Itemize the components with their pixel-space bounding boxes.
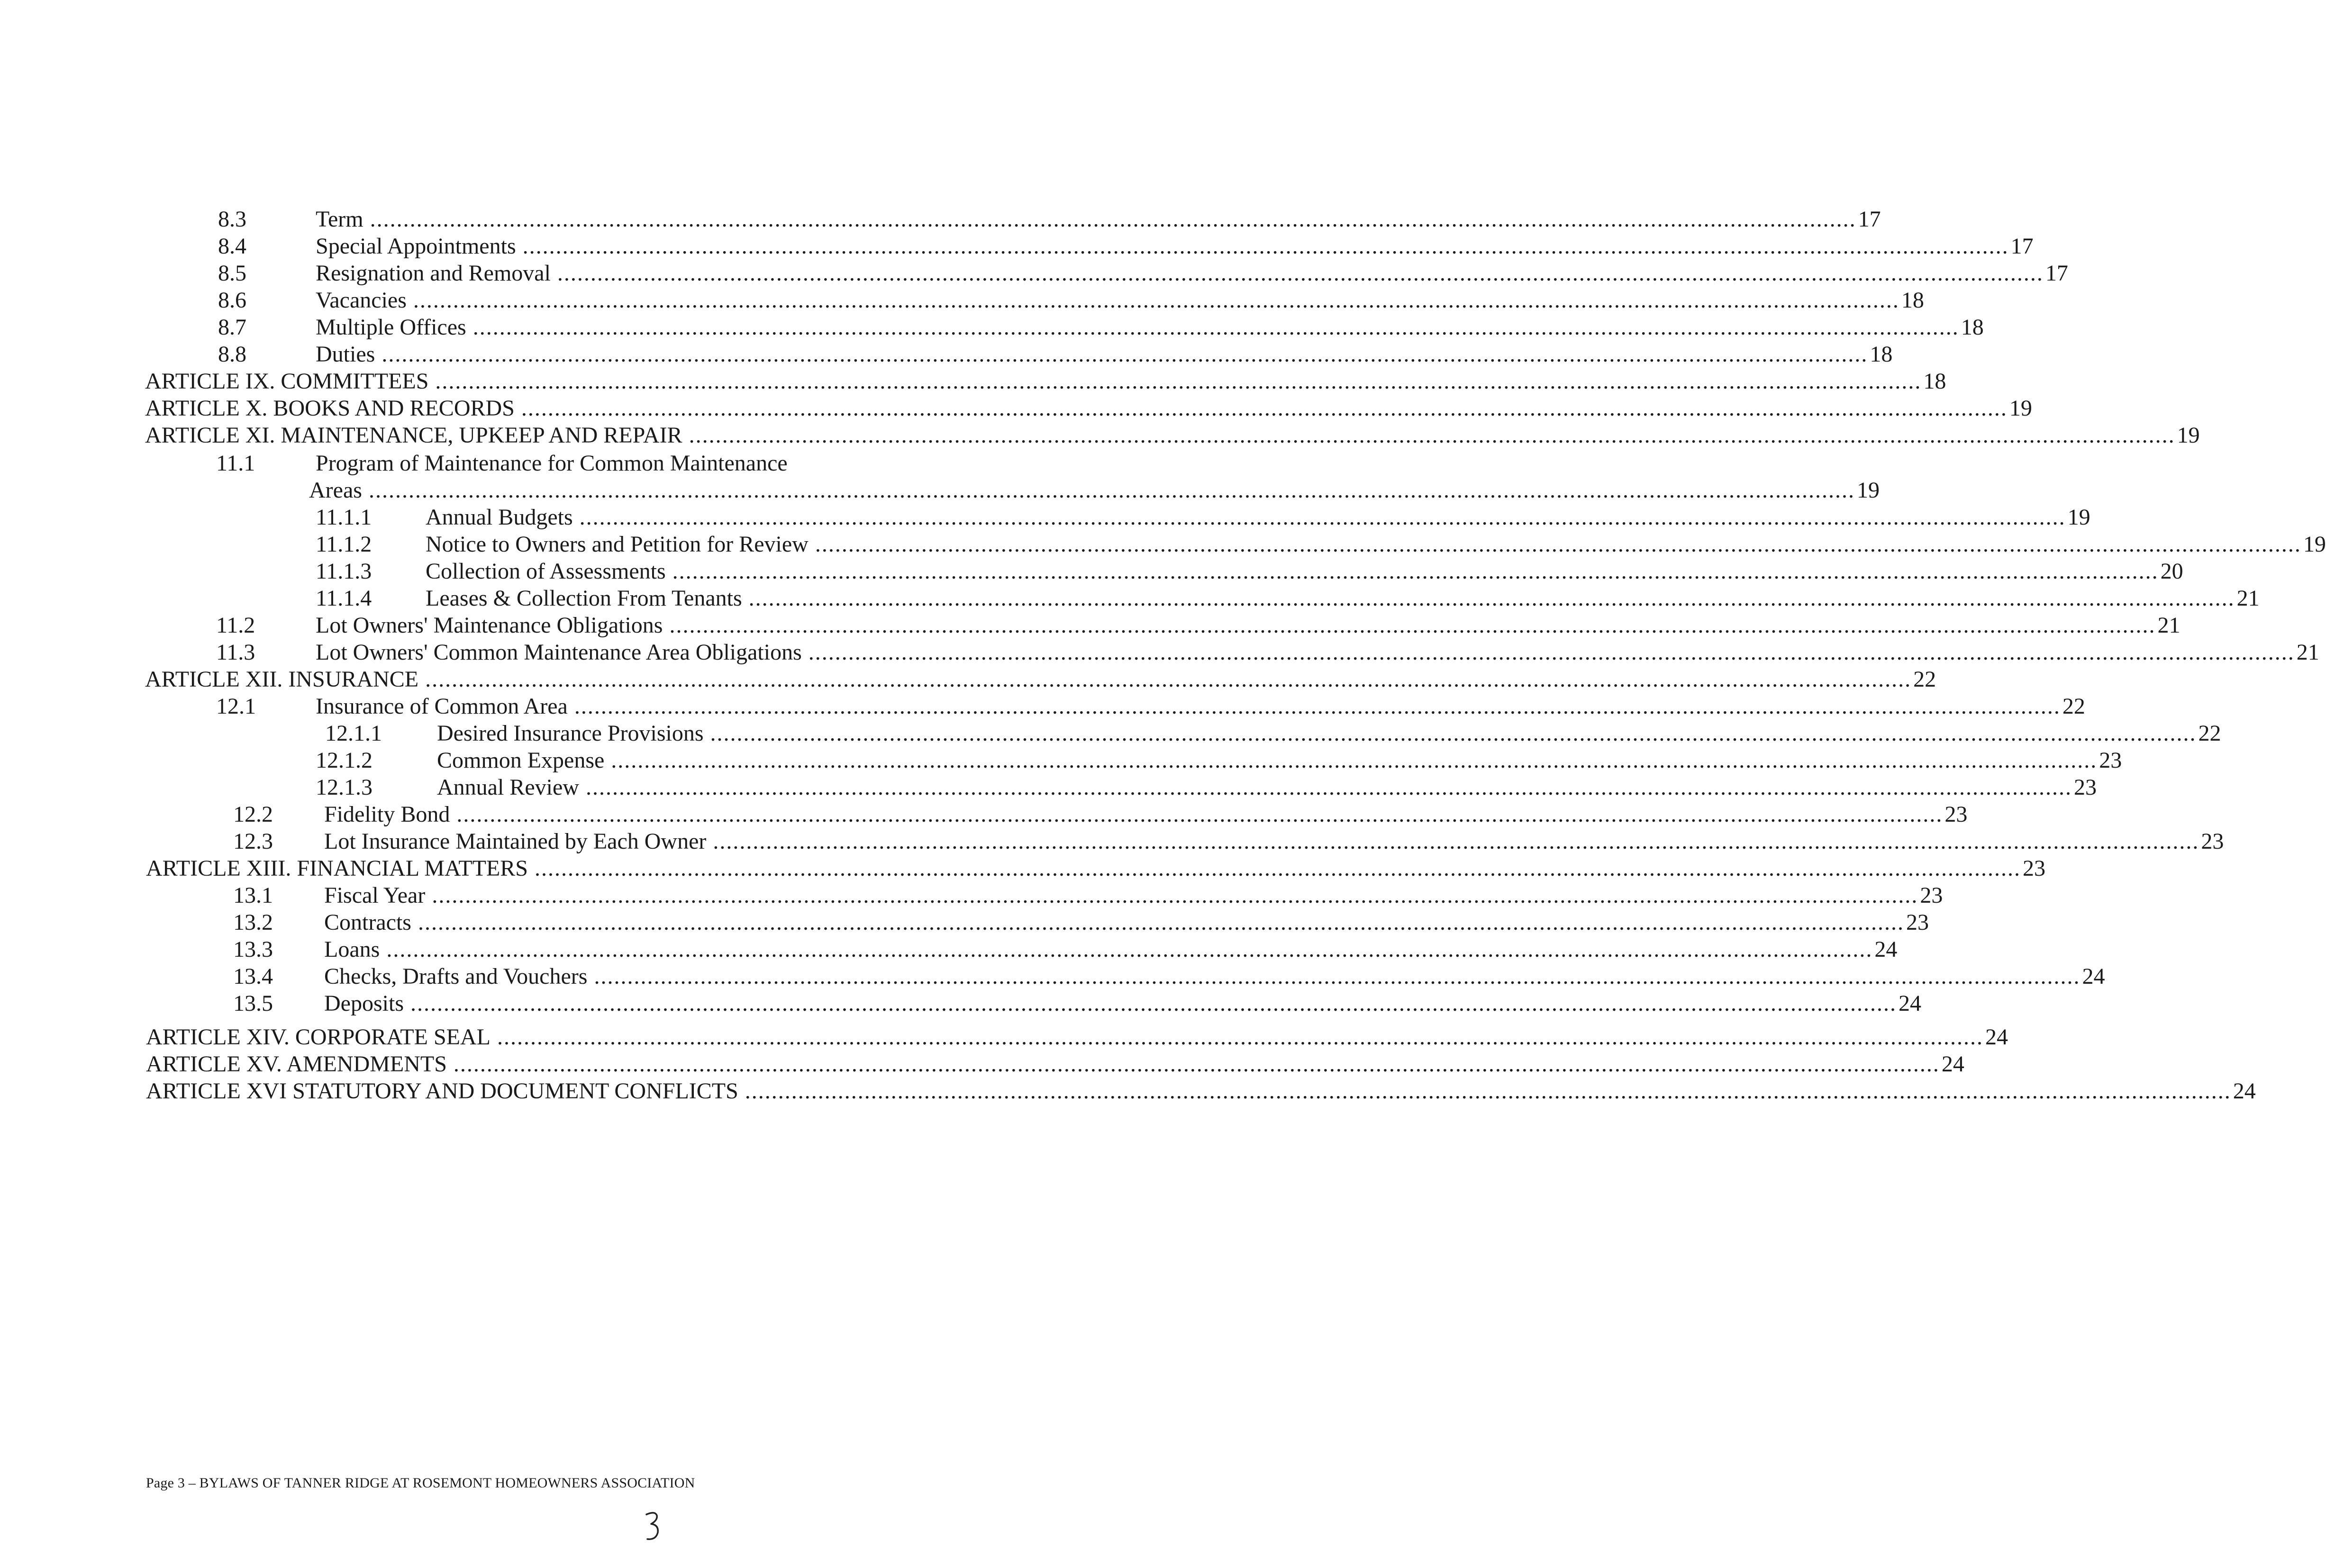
toc-entry-page: 23	[2099, 748, 2122, 773]
dot-leader: ................................................................................................................................................................................................................................	[808, 640, 2295, 665]
toc-entry-number: 12.2	[233, 802, 273, 827]
toc-article	[0, 395, 2032, 422]
dot-leader: ................................................................................................................................................................................................................................	[418, 910, 1904, 935]
toc-entry-continuation	[0, 477, 1880, 504]
toc-entry-number: 13.2	[233, 910, 273, 935]
toc-article	[0, 666, 1936, 693]
toc-entry	[0, 450, 1213, 477]
toc-entry-page: 18	[1923, 369, 1946, 394]
dot-leader: ................................................................................................................................................................................................................................	[522, 234, 2009, 259]
toc-entry	[0, 612, 2181, 639]
toc-entry-title: Annual Budgets	[426, 505, 573, 530]
dot-leader: ................................................................................................................................................................................................................................	[368, 478, 1855, 503]
toc-article	[0, 1051, 1964, 1078]
toc-entry-title: Lot Owners' Common Maintenance Area Obligations	[316, 640, 802, 665]
toc-entry	[0, 585, 2260, 612]
toc-entry-page: 22	[1913, 667, 1936, 692]
toc-entry	[0, 504, 2090, 531]
toc-article	[0, 1078, 2256, 1105]
toc-entry-number: 8.7	[218, 315, 246, 340]
toc-entry-number: 12.1.1	[325, 721, 382, 746]
toc-entry-number: 11.1	[216, 451, 255, 476]
dot-leader: ................................................................................................................................................................................................................................	[382, 342, 1868, 367]
toc-entry-title: Duties	[316, 342, 375, 367]
toc-entry-page: 20	[2160, 559, 2183, 584]
toc-article-title: ARTICLE XVI STATUTORY AND DOCUMENT CONFLICTS	[146, 1079, 738, 1104]
toc-entry-page: 24	[1985, 1024, 2008, 1050]
toc-entry-title: Lot Insurance Maintained by Each Owner	[324, 829, 707, 854]
dot-leader: ................................................................................................................................................................................................................................	[435, 369, 1922, 394]
toc-entry-page: 21	[2236, 586, 2260, 611]
toc-entry-number: 13.4	[233, 964, 273, 989]
toc-entry-number: 13.1	[233, 883, 273, 908]
toc-entry-number: 12.1	[216, 694, 256, 719]
dot-leader: ................................................................................................................................................................................................................................	[472, 315, 1959, 340]
toc-entry-page: 23	[2201, 829, 2224, 854]
toc-entry-number: 8.6	[218, 288, 246, 313]
toc-entry-number: 11.1.3	[316, 559, 372, 584]
toc-entry-page: 17	[1858, 207, 1881, 232]
toc-entry	[0, 936, 1898, 963]
toc-article	[0, 1024, 2008, 1051]
dot-leader: ................................................................................................................................................................................................................................	[370, 207, 1856, 232]
dot-leader: ................................................................................................................................................................................................................................	[669, 613, 2156, 638]
dot-leader: ................................................................................................................................................................................................................................	[815, 532, 2301, 557]
toc-entry-number: 11.3	[216, 640, 255, 665]
toc-entry	[0, 828, 2224, 855]
toc-entry-number: 13.3	[233, 937, 273, 962]
toc-entry-title: Leases & Collection From Tenants	[426, 586, 742, 611]
toc-entry	[0, 720, 2221, 747]
toc-article-title: ARTICLE XI. MAINTENANCE, UPKEEP AND REPAIR	[145, 423, 682, 448]
dot-leader: ................................................................................................................................................................................................................................	[745, 1079, 2231, 1104]
toc-article-title: ARTICLE XII. INSURANCE	[145, 667, 419, 692]
toc-entry	[0, 990, 1921, 1017]
toc-entry	[0, 747, 2122, 774]
toc-article-title: ARTICLE XIV. CORPORATE SEAL	[146, 1024, 491, 1050]
toc-entry-page: 19	[2009, 396, 2032, 421]
dot-leader: ................................................................................................................................................................................................................................	[672, 559, 2159, 584]
toc-entry-number: 11.1.1	[316, 505, 372, 530]
toc-entry-number: 12.3	[233, 829, 273, 854]
toc-entry-page: 18	[1870, 342, 1893, 367]
toc-entry-title: Resignation and Removal	[316, 261, 551, 286]
toc-entry-page: 19	[2067, 505, 2090, 530]
toc-entry-page: 18	[1961, 315, 1984, 340]
toc-entry-title: Collection of Assessments	[426, 559, 666, 584]
toc-entry-number: 8.5	[218, 261, 246, 286]
toc-entry-number: 8.3	[218, 207, 246, 232]
toc-entry-page: 19	[2177, 423, 2200, 448]
toc-entry-title: Lot Owners' Maintenance Obligations	[316, 613, 663, 638]
toc-entry-page: 24	[2233, 1079, 2256, 1104]
toc-entry-page: 19	[1856, 478, 1880, 503]
toc-entry-page: 17	[2010, 234, 2034, 259]
dot-leader: ................................................................................................................................................................................................................................	[579, 505, 2066, 530]
toc-entry-page: 17	[2045, 261, 2068, 286]
toc-entry	[0, 531, 2326, 558]
toc-entry-title: Desired Insurance Provisions	[437, 721, 704, 746]
toc-article-title: ARTICLE XV. AMENDMENTS	[146, 1051, 447, 1077]
toc-entry-title: Deposits	[324, 991, 404, 1016]
toc-entry-title: Program of Maintenance for Common Maintenance	[316, 451, 788, 476]
toc-entry-number: 11.2	[216, 613, 255, 638]
toc-entry-number: 8.8	[218, 342, 246, 367]
toc-article	[0, 368, 1946, 395]
toc-entry-page: 23	[1906, 910, 1929, 935]
toc-entry-page: 23	[2073, 775, 2097, 800]
toc-entry	[0, 206, 1881, 233]
dot-leader: ................................................................................................................................................................................................................................	[713, 829, 2199, 854]
dot-leader: ................................................................................................................................................................................................................................	[748, 586, 2235, 611]
toc-entry-number: 12.1.3	[316, 775, 373, 800]
toc-entry	[0, 882, 1943, 909]
toc-entry-title: Common Expense	[437, 748, 605, 773]
dot-leader: ................................................................................................................................................................................................................................	[611, 748, 2098, 773]
dot-leader: ................................................................................................................................................................................................................................	[432, 883, 1918, 908]
toc-entry-title: Vacancies	[316, 288, 407, 313]
dot-leader: ................................................................................................................................................................................................................................	[386, 937, 1873, 962]
toc-entry-title: Checks, Drafts and Vouchers	[324, 964, 588, 989]
dot-leader: ................................................................................................................................................................................................................................	[585, 775, 2072, 800]
dot-leader: ................................................................................................................................................................................................................................	[534, 856, 2021, 881]
toc-entry	[0, 341, 1893, 368]
dot-leader: ................................................................................................................................................................................................................................	[425, 667, 1912, 692]
dot-leader: ................................................................................................................................................................................................................................	[413, 288, 1899, 313]
toc-entry-title: Fidelity Bond	[324, 802, 450, 827]
toc-entry-page: 24	[1941, 1051, 1964, 1077]
toc-entry	[0, 801, 1968, 828]
toc-entry-page: 24	[1874, 937, 1898, 962]
dot-leader: ................................................................................................................................................................................................................................	[710, 721, 2197, 746]
toc-entry-title: Term	[316, 207, 363, 232]
handwritten-page-number	[643, 1510, 662, 1543]
dot-leader: ................................................................................................................................................................................................................................	[453, 1051, 1940, 1077]
toc-entry-title: Loans	[324, 937, 380, 962]
toc-entry-page: 19	[2303, 532, 2326, 557]
toc-entry-title: Areas	[309, 478, 362, 503]
toc-entry	[0, 909, 1929, 936]
toc-article	[0, 855, 2045, 882]
toc-article	[0, 422, 2200, 449]
toc-entry	[0, 639, 2319, 666]
toc-entry-page: 24	[2082, 964, 2105, 989]
toc-entry-number: 12.1.2	[316, 748, 373, 773]
toc-entry-title: Multiple Offices	[316, 315, 466, 340]
toc-entry-page: 22	[2198, 721, 2221, 746]
toc-entry	[0, 260, 2068, 287]
toc-entry-page: 23	[1920, 883, 1943, 908]
toc-article-title: ARTICLE IX. COMMITTEES	[145, 369, 429, 394]
toc-entry-page: 22	[2062, 694, 2085, 719]
toc-entry	[0, 963, 2105, 990]
toc-entry-page: 24	[1899, 991, 1921, 1016]
toc-entry-title: Contracts	[324, 910, 411, 935]
dot-leader: ................................................................................................................................................................................................................................	[521, 396, 2008, 421]
toc-entry-page: 23	[2022, 856, 2045, 881]
toc-entry-title: Fiscal Year	[324, 883, 426, 908]
toc-entry-number: 11.1.4	[316, 586, 372, 611]
toc-entry	[0, 693, 2085, 720]
dot-leader: ................................................................................................................................................................................................................................	[594, 964, 2081, 989]
toc-entry	[0, 287, 1924, 314]
toc-entry-page: 18	[1901, 288, 1924, 313]
dot-leader: ................................................................................................................................................................................................................................	[574, 694, 2061, 719]
dot-leader: ................................................................................................................................................................................................................................	[456, 802, 1943, 827]
toc-entry-number: 11.1.2	[316, 532, 372, 557]
toc-entry-title: Annual Review	[437, 775, 579, 800]
toc-article-title: ARTICLE XIII. FINANCIAL MATTERS	[146, 856, 528, 881]
toc-article-title: ARTICLE X. BOOKS AND RECORDS	[145, 396, 515, 421]
dot-leader: ................................................................................................................................................................................................................................	[689, 423, 2175, 448]
toc-entry	[0, 774, 2097, 801]
toc-entry-page: 21	[2157, 613, 2181, 638]
dot-leader: ................................................................................................................................................................................................................................	[497, 1024, 1983, 1050]
toc-entry-number: 13.5	[233, 991, 273, 1016]
toc-entry	[0, 233, 2034, 260]
toc-entry-page: 21	[2296, 640, 2319, 665]
toc-entry-page: 23	[1944, 802, 1968, 827]
page-footer: Page 3 – BYLAWS OF TANNER RIDGE AT ROSEMONT HOMEOWNERS ASSOCIATION	[146, 1475, 695, 1491]
toc-entry-title: Special Appointments	[316, 234, 516, 259]
toc-entry-title: Insurance of Common Area	[316, 694, 568, 719]
toc-entry-number: 8.4	[218, 234, 246, 259]
toc-entry	[0, 558, 2183, 585]
dot-leader: ................................................................................................................................................................................................................................	[557, 261, 2044, 286]
toc-entry-title: Notice to Owners and Petition for Review	[426, 532, 809, 557]
toc-entry	[0, 314, 1984, 341]
dot-leader: ................................................................................................................................................................................................................................	[410, 991, 1897, 1016]
